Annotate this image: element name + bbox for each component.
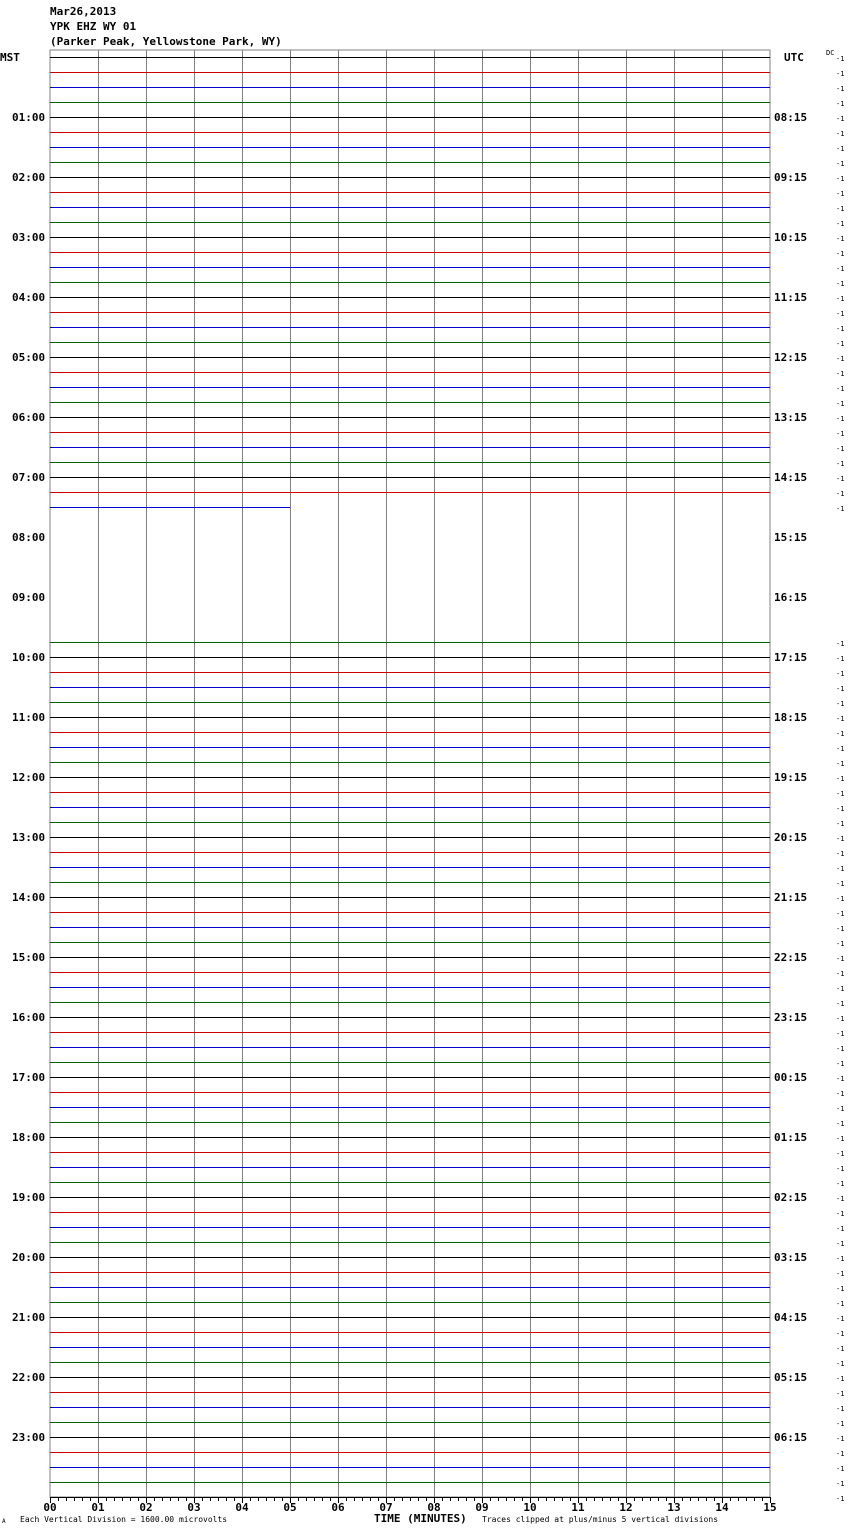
- utc-hour-label: 10:15: [774, 231, 808, 244]
- row-offset-label: -1: [836, 490, 845, 498]
- row-offset-label: -1: [836, 745, 845, 753]
- row-offset-label: -1: [836, 145, 845, 153]
- row-offset-label: -1: [836, 265, 845, 273]
- x-tick-label: 09: [475, 1501, 489, 1514]
- row-offset-label: -1: [836, 895, 845, 903]
- utc-hour-label: 21:15: [774, 891, 808, 904]
- mst-hour-label: 02:00: [12, 171, 46, 184]
- date-label: Mar26,2013: [50, 5, 117, 18]
- row-offset-label: -1: [836, 325, 845, 333]
- scale-note: Each Vertical Division = 1600.00 microvolts: [20, 1515, 228, 1524]
- row-offset-label: -1: [836, 700, 845, 708]
- row-offset-label: -1: [836, 130, 845, 138]
- trace-lines: [50, 58, 770, 1498]
- x-tick-label: 12: [619, 1501, 633, 1514]
- utc-hour-label: 23:15: [774, 1011, 808, 1024]
- row-offset-label: -1: [836, 970, 845, 978]
- x-tick-label: 11: [571, 1501, 585, 1514]
- mst-hour-label: 21:00: [12, 1311, 46, 1324]
- row-offset-label: -1: [836, 1315, 845, 1323]
- row-offset-label: -1: [836, 100, 845, 108]
- utc-hour-label: 19:15: [774, 771, 808, 784]
- utc-hour-label: 14:15: [774, 471, 808, 484]
- row-offset-label: -1: [836, 1360, 845, 1368]
- corner-mark: A: [2, 1518, 6, 1525]
- utc-hour-label: 12:15: [774, 351, 808, 364]
- row-offset-label: -1: [836, 910, 845, 918]
- utc-hour-label: 06:15: [774, 1431, 808, 1444]
- row-offset-label: -1: [836, 790, 845, 798]
- row-offset-label: -1: [836, 1465, 845, 1473]
- mst-hour-label: 09:00: [12, 591, 46, 604]
- row-offset-label: -1: [836, 220, 845, 228]
- utc-hour-label: 08:15: [774, 111, 808, 124]
- utc-hour-label: 17:15: [774, 651, 808, 664]
- mst-hour-label: 16:00: [12, 1011, 46, 1024]
- row-offset-label: -1: [836, 175, 845, 183]
- mst-hour-label: 11:00: [12, 711, 46, 724]
- utc-hour-label: 01:15: [774, 1131, 808, 1144]
- mst-hour-label: 12:00: [12, 771, 46, 784]
- utc-hour-label: 00:15: [774, 1071, 808, 1084]
- row-offset-label: -1: [836, 385, 845, 393]
- row-offset-label: -1: [836, 835, 845, 843]
- row-offset-label: -1: [836, 1405, 845, 1413]
- row-offset-label: -1: [836, 715, 845, 723]
- utc-hour-label: 22:15: [774, 951, 808, 964]
- row-offset-label: -1: [836, 985, 845, 993]
- row-offset-label: -1: [836, 820, 845, 828]
- row-offset-label: -1: [836, 1000, 845, 1008]
- dc-label: DC: [826, 49, 835, 57]
- row-offset-label: -1: [836, 1435, 845, 1443]
- row-offset-label: -1: [836, 295, 845, 303]
- row-offset-label: -1: [836, 1030, 845, 1038]
- row-offset-label: -1: [836, 250, 845, 258]
- utc-hour-label: 15:15: [774, 531, 808, 544]
- utc-hour-label: 09:15: [774, 171, 808, 184]
- x-tick-label: 02: [139, 1501, 153, 1514]
- x-tick-label: 01: [91, 1501, 105, 1514]
- utc-axis-title: UTC: [784, 51, 804, 64]
- row-offset-label: -1: [836, 805, 845, 813]
- row-offset-label: -1: [836, 1165, 845, 1173]
- mst-hour-label: 14:00: [12, 891, 46, 904]
- row-offset-label: -1: [836, 310, 845, 318]
- utc-hour-label: 20:15: [774, 831, 808, 844]
- row-offset-label: -1: [836, 1450, 845, 1458]
- x-tick-label: 13: [667, 1501, 681, 1514]
- utc-hour-label: 16:15: [774, 591, 808, 604]
- row-offset-label: -1: [836, 640, 845, 648]
- mst-hour-label: 08:00: [12, 531, 46, 544]
- row-offset-label: -1: [836, 730, 845, 738]
- x-tick-label: 05: [283, 1501, 297, 1514]
- row-offset-label: -1: [836, 1045, 845, 1053]
- row-offset-label: -1: [836, 1150, 845, 1158]
- row-offset-label: -1: [836, 1240, 845, 1248]
- row-offset-label: -1: [836, 1255, 845, 1263]
- mst-hour-label: 20:00: [12, 1251, 46, 1264]
- row-offset-label: -1: [836, 775, 845, 783]
- row-offset-label: -1: [836, 1330, 845, 1338]
- row-offset-label: -1: [836, 880, 845, 888]
- row-offset-label: -1: [836, 505, 845, 513]
- row-offset-label: -1: [836, 1495, 845, 1503]
- row-offset-label: -1: [836, 1090, 845, 1098]
- row-offset-label: -1: [836, 70, 845, 78]
- mst-hour-label: 15:00: [12, 951, 46, 964]
- row-offset-label: -1: [836, 1075, 845, 1083]
- row-offset-label: -1: [836, 85, 845, 93]
- row-offset-label: -1: [836, 55, 845, 63]
- row-offset-label: -1: [836, 1135, 845, 1143]
- time-axis-title: TIME (MINUTES): [374, 1512, 467, 1525]
- x-tick-label: 04: [235, 1501, 249, 1514]
- x-tick-label: 00: [43, 1501, 57, 1514]
- mst-hour-label: 07:00: [12, 471, 46, 484]
- row-offset-label: -1: [836, 340, 845, 348]
- mst-hour-label: 13:00: [12, 831, 46, 844]
- row-offset-label: -1: [836, 685, 845, 693]
- row-offset-label: -1: [836, 190, 845, 198]
- row-offset-label: -1: [836, 115, 845, 123]
- mst-hour-label: 06:00: [12, 411, 46, 424]
- location-label: (Parker Peak, Yellowstone Park, WY): [50, 35, 282, 48]
- mst-hour-label: 03:00: [12, 231, 46, 244]
- row-offset-label: -1: [836, 1480, 845, 1488]
- utc-hour-label: 11:15: [774, 291, 808, 304]
- x-tick-label: 03: [187, 1501, 201, 1514]
- row-offset-label: -1: [836, 355, 845, 363]
- x-tick-label: 15: [763, 1501, 777, 1514]
- utc-hour-label: 04:15: [774, 1311, 808, 1324]
- row-offset-label: -1: [836, 280, 845, 288]
- x-tick-label: 07: [379, 1501, 393, 1514]
- row-offset-label: -1: [836, 460, 845, 468]
- row-offset-label: -1: [836, 1270, 845, 1278]
- x-tick-label: 08: [427, 1501, 441, 1514]
- mst-hour-label: 05:00: [12, 351, 46, 364]
- row-offset-label: -1: [836, 475, 845, 483]
- row-offset-label: -1: [836, 1285, 845, 1293]
- utc-hour-label: 13:15: [774, 411, 808, 424]
- row-offset-label: -1: [836, 865, 845, 873]
- mst-hour-label: 04:00: [12, 291, 46, 304]
- row-offset-label: -1: [836, 445, 845, 453]
- row-offset-label: -1: [836, 850, 845, 858]
- utc-hour-label: 05:15: [774, 1371, 808, 1384]
- row-offset-label: -1: [836, 415, 845, 423]
- row-offset-label: -1: [836, 670, 845, 678]
- row-offset-labels: [836, 55, 844, 1503]
- row-offset-label: -1: [836, 955, 845, 963]
- row-offset-label: -1: [836, 1345, 845, 1353]
- row-offset-label: -1: [836, 940, 845, 948]
- row-offset-label: -1: [836, 160, 845, 168]
- mst-hour-label: 23:00: [12, 1431, 46, 1444]
- mst-hour-label: 19:00: [12, 1191, 46, 1204]
- mst-hour-label: 18:00: [12, 1131, 46, 1144]
- row-offset-label: -1: [836, 1300, 845, 1308]
- clip-note: Traces clipped at plus/minus 5 vertical divisions: [482, 1515, 719, 1524]
- row-offset-label: -1: [836, 1120, 845, 1128]
- row-offset-label: -1: [836, 430, 845, 438]
- x-tick-label: 06: [331, 1501, 345, 1514]
- mst-hour-label: 10:00: [12, 651, 46, 664]
- row-offset-label: -1: [836, 1060, 845, 1068]
- x-tick-label: 10: [523, 1501, 537, 1514]
- mst-hour-label: 22:00: [12, 1371, 46, 1384]
- mst-axis-title: MST: [0, 51, 20, 64]
- row-offset-label: -1: [836, 925, 845, 933]
- mst-hour-label: 17:00: [12, 1071, 46, 1084]
- row-offset-label: -1: [836, 400, 845, 408]
- x-tick-label: 14: [715, 1501, 729, 1514]
- row-offset-label: -1: [836, 205, 845, 213]
- row-offset-label: -1: [836, 235, 845, 243]
- row-offset-label: -1: [836, 1015, 845, 1023]
- station-label: YPK EHZ WY 01: [50, 20, 137, 33]
- row-offset-label: -1: [836, 1390, 845, 1398]
- row-offset-label: -1: [836, 1420, 845, 1428]
- row-offset-label: -1: [836, 655, 845, 663]
- row-offset-label: -1: [836, 1210, 845, 1218]
- row-offset-label: -1: [836, 1105, 845, 1113]
- row-offset-label: -1: [836, 760, 845, 768]
- row-offset-label: -1: [836, 1375, 845, 1383]
- row-offset-label: -1: [836, 1180, 845, 1188]
- utc-hour-label: 03:15: [774, 1251, 808, 1264]
- mst-hour-label: 01:00: [12, 111, 46, 124]
- row-offset-label: -1: [836, 1225, 845, 1233]
- utc-hour-label: 18:15: [774, 711, 808, 724]
- row-offset-label: -1: [836, 370, 845, 378]
- row-offset-label: -1: [836, 1195, 845, 1203]
- utc-hour-label: 02:15: [774, 1191, 808, 1204]
